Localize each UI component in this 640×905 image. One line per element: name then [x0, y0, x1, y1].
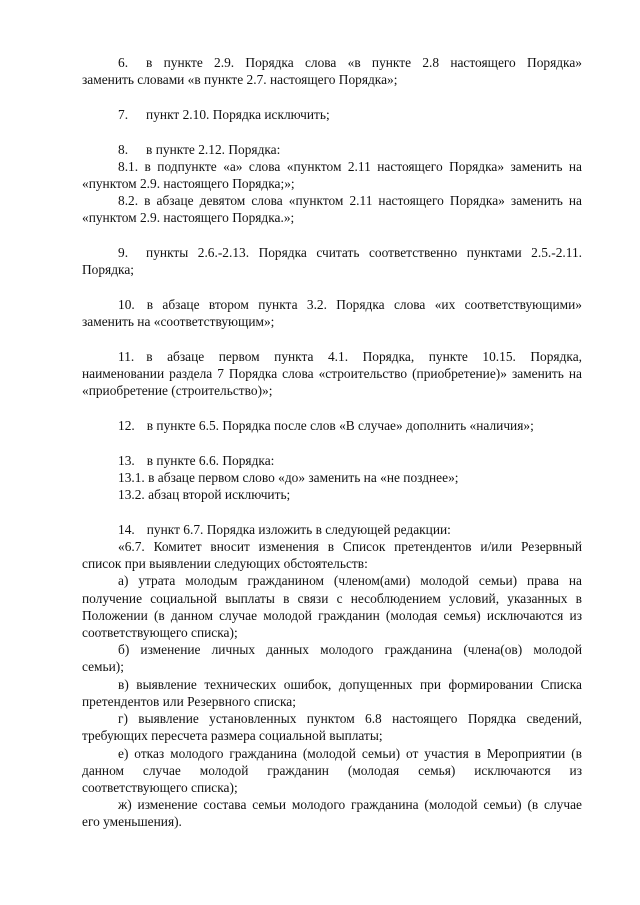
item-number: 11.	[118, 348, 135, 364]
quote-text-line: б) изменение личных данных молодого гражданина (члена(ов) молодой	[118, 642, 582, 658]
quote-text-line: список при выявлении следующих обстоятельств:	[82, 556, 368, 572]
item-text-line: в пункте 2.12. Порядка:	[146, 141, 281, 157]
subitem-13-1	[82, 469, 582, 486]
quoted-paragraph-6-7	[82, 538, 582, 572]
subitem-text-line: абзац второй исключить;	[148, 487, 291, 503]
item-text-line: заменить словами «в пункте 2.7. настоящего Порядка»;	[82, 72, 398, 88]
subitem-text-line: в абзаце первом слово «до» заменить на «не позднее»;	[148, 469, 459, 485]
quote-text-line: а) утрата молодым гражданином (членом(ами) молодой семьи) права на	[118, 573, 582, 589]
item-text-line: «приобретение (строительство)»;	[82, 383, 273, 399]
item-text-line: в пункте 6.6. Порядка:	[146, 452, 275, 468]
subitem-text-line: в подпункте «а» слова «пунктом 2.11 настоящего Порядка» заменить на	[144, 158, 582, 174]
list-item-13	[82, 452, 582, 504]
quote-text-line: получение социальной выплаты в связи с несоблюдением условий, указанных в	[82, 590, 582, 606]
subitem-8-2	[82, 192, 582, 226]
list-item-7	[82, 106, 582, 123]
subitem-8-1	[82, 158, 582, 192]
list-item-12	[82, 417, 582, 434]
item-text-line: пункт 6.7. Порядка изложить в следующей редакции:	[146, 521, 451, 537]
item-text-line: в абзаце первом пункта 4.1. Порядка, пункте 10.15. Порядка,	[146, 348, 582, 364]
quote-text-line: г) выявление установленных пунктом 6.8 настоящего Порядка сведений,	[118, 711, 582, 727]
item-text-line: в пункте 2.9. Порядка слова «в пункте 2.8 настоящего Порядка»	[146, 55, 582, 70]
subitem-13-2	[82, 486, 582, 503]
item-text-line: в пункте 6.5. Порядка после слов «В случае» дополнить «наличия»;	[146, 418, 534, 434]
item-number: 8.	[118, 141, 129, 157]
list-item-11	[82, 348, 582, 400]
list-item-10	[82, 296, 582, 330]
subitem-number: 8.1.	[118, 158, 139, 174]
quote-text-line: в) выявление технических ошибок, допущенных при формировании Списка	[118, 676, 582, 692]
item-text-line: пункты 2.6.-2.13. Порядка считать соответственно пунктами 2.5.-2.11.	[146, 245, 582, 261]
list-item-14	[82, 521, 582, 538]
document-body	[82, 54, 582, 831]
item-text-line: в абзаце втором пункта 3.2. Порядка слова «их соответствующими»	[146, 297, 582, 313]
item-number: 12.	[118, 418, 135, 434]
quote-clause-v	[82, 676, 582, 710]
quote-text-line: семьи);	[82, 659, 124, 675]
subitem-number: 13.2.	[118, 487, 145, 503]
item-number: 14.	[118, 521, 135, 537]
item-number: 10.	[118, 297, 135, 313]
quote-text-line: Положении (в данном случае молодой гражданин (молодая семья) исключаются из	[82, 607, 582, 623]
quote-text-line: его уменьшения).	[82, 814, 182, 830]
quote-text-line: требующих пересчета размера социальной выплаты;	[82, 728, 383, 744]
quote-clause-b	[82, 641, 582, 675]
quote-text-line: е) отказ молодого гражданина (молодой семьи) от участия в Мероприятии (в	[118, 745, 582, 761]
item-number: 7.	[118, 106, 129, 122]
subitem-text-line: в абзаце девятом слова «пунктом 2.11 настоящего Порядка» заменить на	[144, 193, 582, 209]
quote-text-line: ж) изменение состава семьи молодого гражданина (молодой семьи) (в случае	[118, 797, 582, 813]
item-text-line: Порядка;	[82, 262, 134, 278]
subitem-text-line: «пунктом 2.9. настоящего Порядка.»;	[82, 210, 295, 226]
subitem-text-line: «пунктом 2.9. настоящего Порядка;»;	[82, 176, 295, 192]
item-text-line: наименовании раздела 7 Порядка слова «строительство (приобретение)» заменить на	[82, 366, 582, 382]
quote-clause-g	[82, 710, 582, 744]
quote-text-line: «6.7. Комитет вносит изменения в Список претендентов и/или Резервный	[118, 539, 582, 555]
subitem-number: 13.1.	[118, 469, 145, 485]
quote-text-line: данном случае молодой гражданин (молодая семья) исключаются из	[82, 762, 582, 778]
quote-text-line: соответствующего списка);	[82, 625, 238, 641]
quote-clause-e	[82, 745, 582, 797]
list-item-9	[82, 244, 582, 278]
quote-clause-zh	[82, 796, 582, 830]
item-number: 6.	[118, 55, 129, 70]
quote-text-line: соответствующего списка);	[82, 779, 238, 795]
item-number: 9.	[118, 245, 129, 261]
list-item-8	[82, 141, 582, 227]
item-number: 13.	[118, 452, 135, 468]
quote-text-line: претендентов или Резервного списка;	[82, 693, 296, 709]
quote-clause-a	[82, 572, 582, 641]
item-text-line: заменить на «соответствующим»;	[82, 314, 275, 330]
list-item-6	[82, 54, 582, 88]
subitem-number: 8.2.	[118, 193, 139, 209]
item-text-line: пункт 2.10. Порядка исключить;	[146, 106, 330, 122]
